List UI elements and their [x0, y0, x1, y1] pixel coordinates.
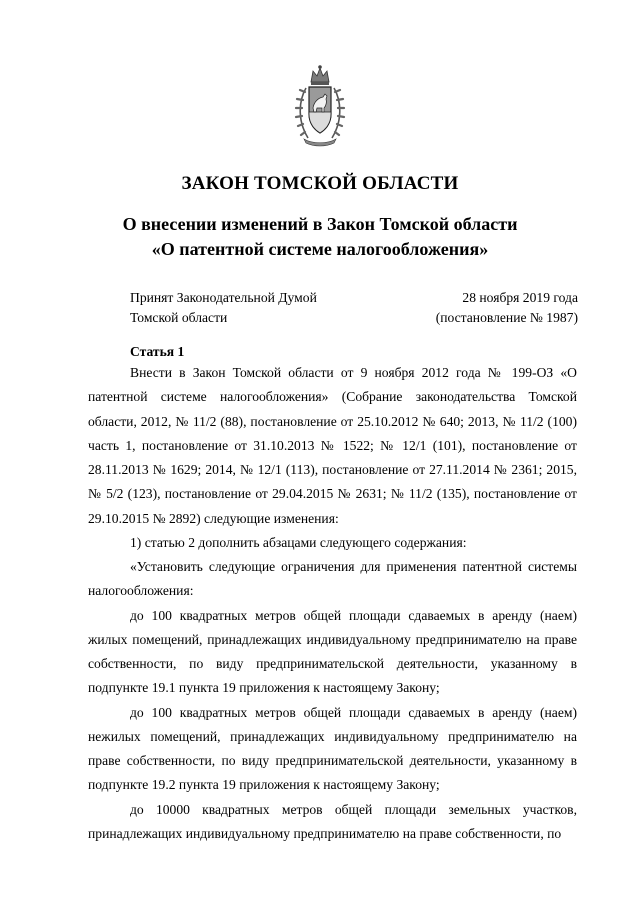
adopted-by: Принят Законодательной Думой	[130, 290, 317, 305]
paragraph: Внести в Закон Томской области от 9 ноября 2012 года № 199-ОЗ «О патентной системе налогообложения» (Собрание законодательства Томской области, 2012, № 11/2 (88), постановление от 25.10.2012 № 640; 2013, № 11/2 (100) часть 1, постановление от 31.10.2013 № 1522; № 12/1 (101), постановление от 28.11.2013 № 1629; 2014, № 12/1 (113), постановление от 27.11.2014 № 2361; 2015, № 5/2 (123), постановление от 29.04.2015 № 2631; № 11/2 (135), постановление от 29.10.2015 № 2892) следующие изменения:	[88, 365, 577, 526]
paragraph: 1) статью 2 дополнить абзацами следующего содержания:	[130, 534, 467, 550]
paragraph: до 100 квадратных метров общей площади сдаваемых в аренду (наем) нежилых помещений, принадлежащих индивидуальному предпринимателю на праве собственности, по виду предпринимательской деятельности, указанному в подпункте 19.2 пункта 19 приложения к настоящему Закону;	[88, 704, 577, 793]
article-heading: Статья 1	[130, 344, 185, 359]
resolution-number: (постановление № 1987)	[435, 310, 578, 325]
adoption-date: 28 ноября 2019 года	[462, 290, 578, 305]
adoption-block	[130, 288, 578, 328]
law-title: ЗАКОН ТОМСКОЙ ОБЛАСТИ	[181, 173, 459, 194]
paragraph: «Установить следующие ограничения для применения патентной системы налогообложения:	[88, 559, 577, 599]
subtitle-line: «О патентной системе налогообложения»	[151, 239, 489, 259]
article-body	[88, 361, 577, 846]
paragraph: до 10000 квадратных метров общей площади земельных участков, принадлежащих индивидуальному предпринимателю на праве собственности, по	[88, 801, 577, 841]
adopted-by-region: Томской области	[130, 310, 228, 325]
paragraph: до 100 квадратных метров общей площади сдаваемых в аренду (наем) жилых помещений, принадлежащих индивидуальному предпринимателю на праве собственности, по виду предпринимательской деятельности, указанному в подпункте 19.1 пункта 19 приложения к настоящему Закону;	[88, 607, 577, 696]
tomsk-coat-of-arms-icon	[294, 62, 346, 148]
law-subtitle	[0, 212, 640, 262]
subtitle-line: О внесении изменений в Закон Томской области	[122, 214, 518, 234]
